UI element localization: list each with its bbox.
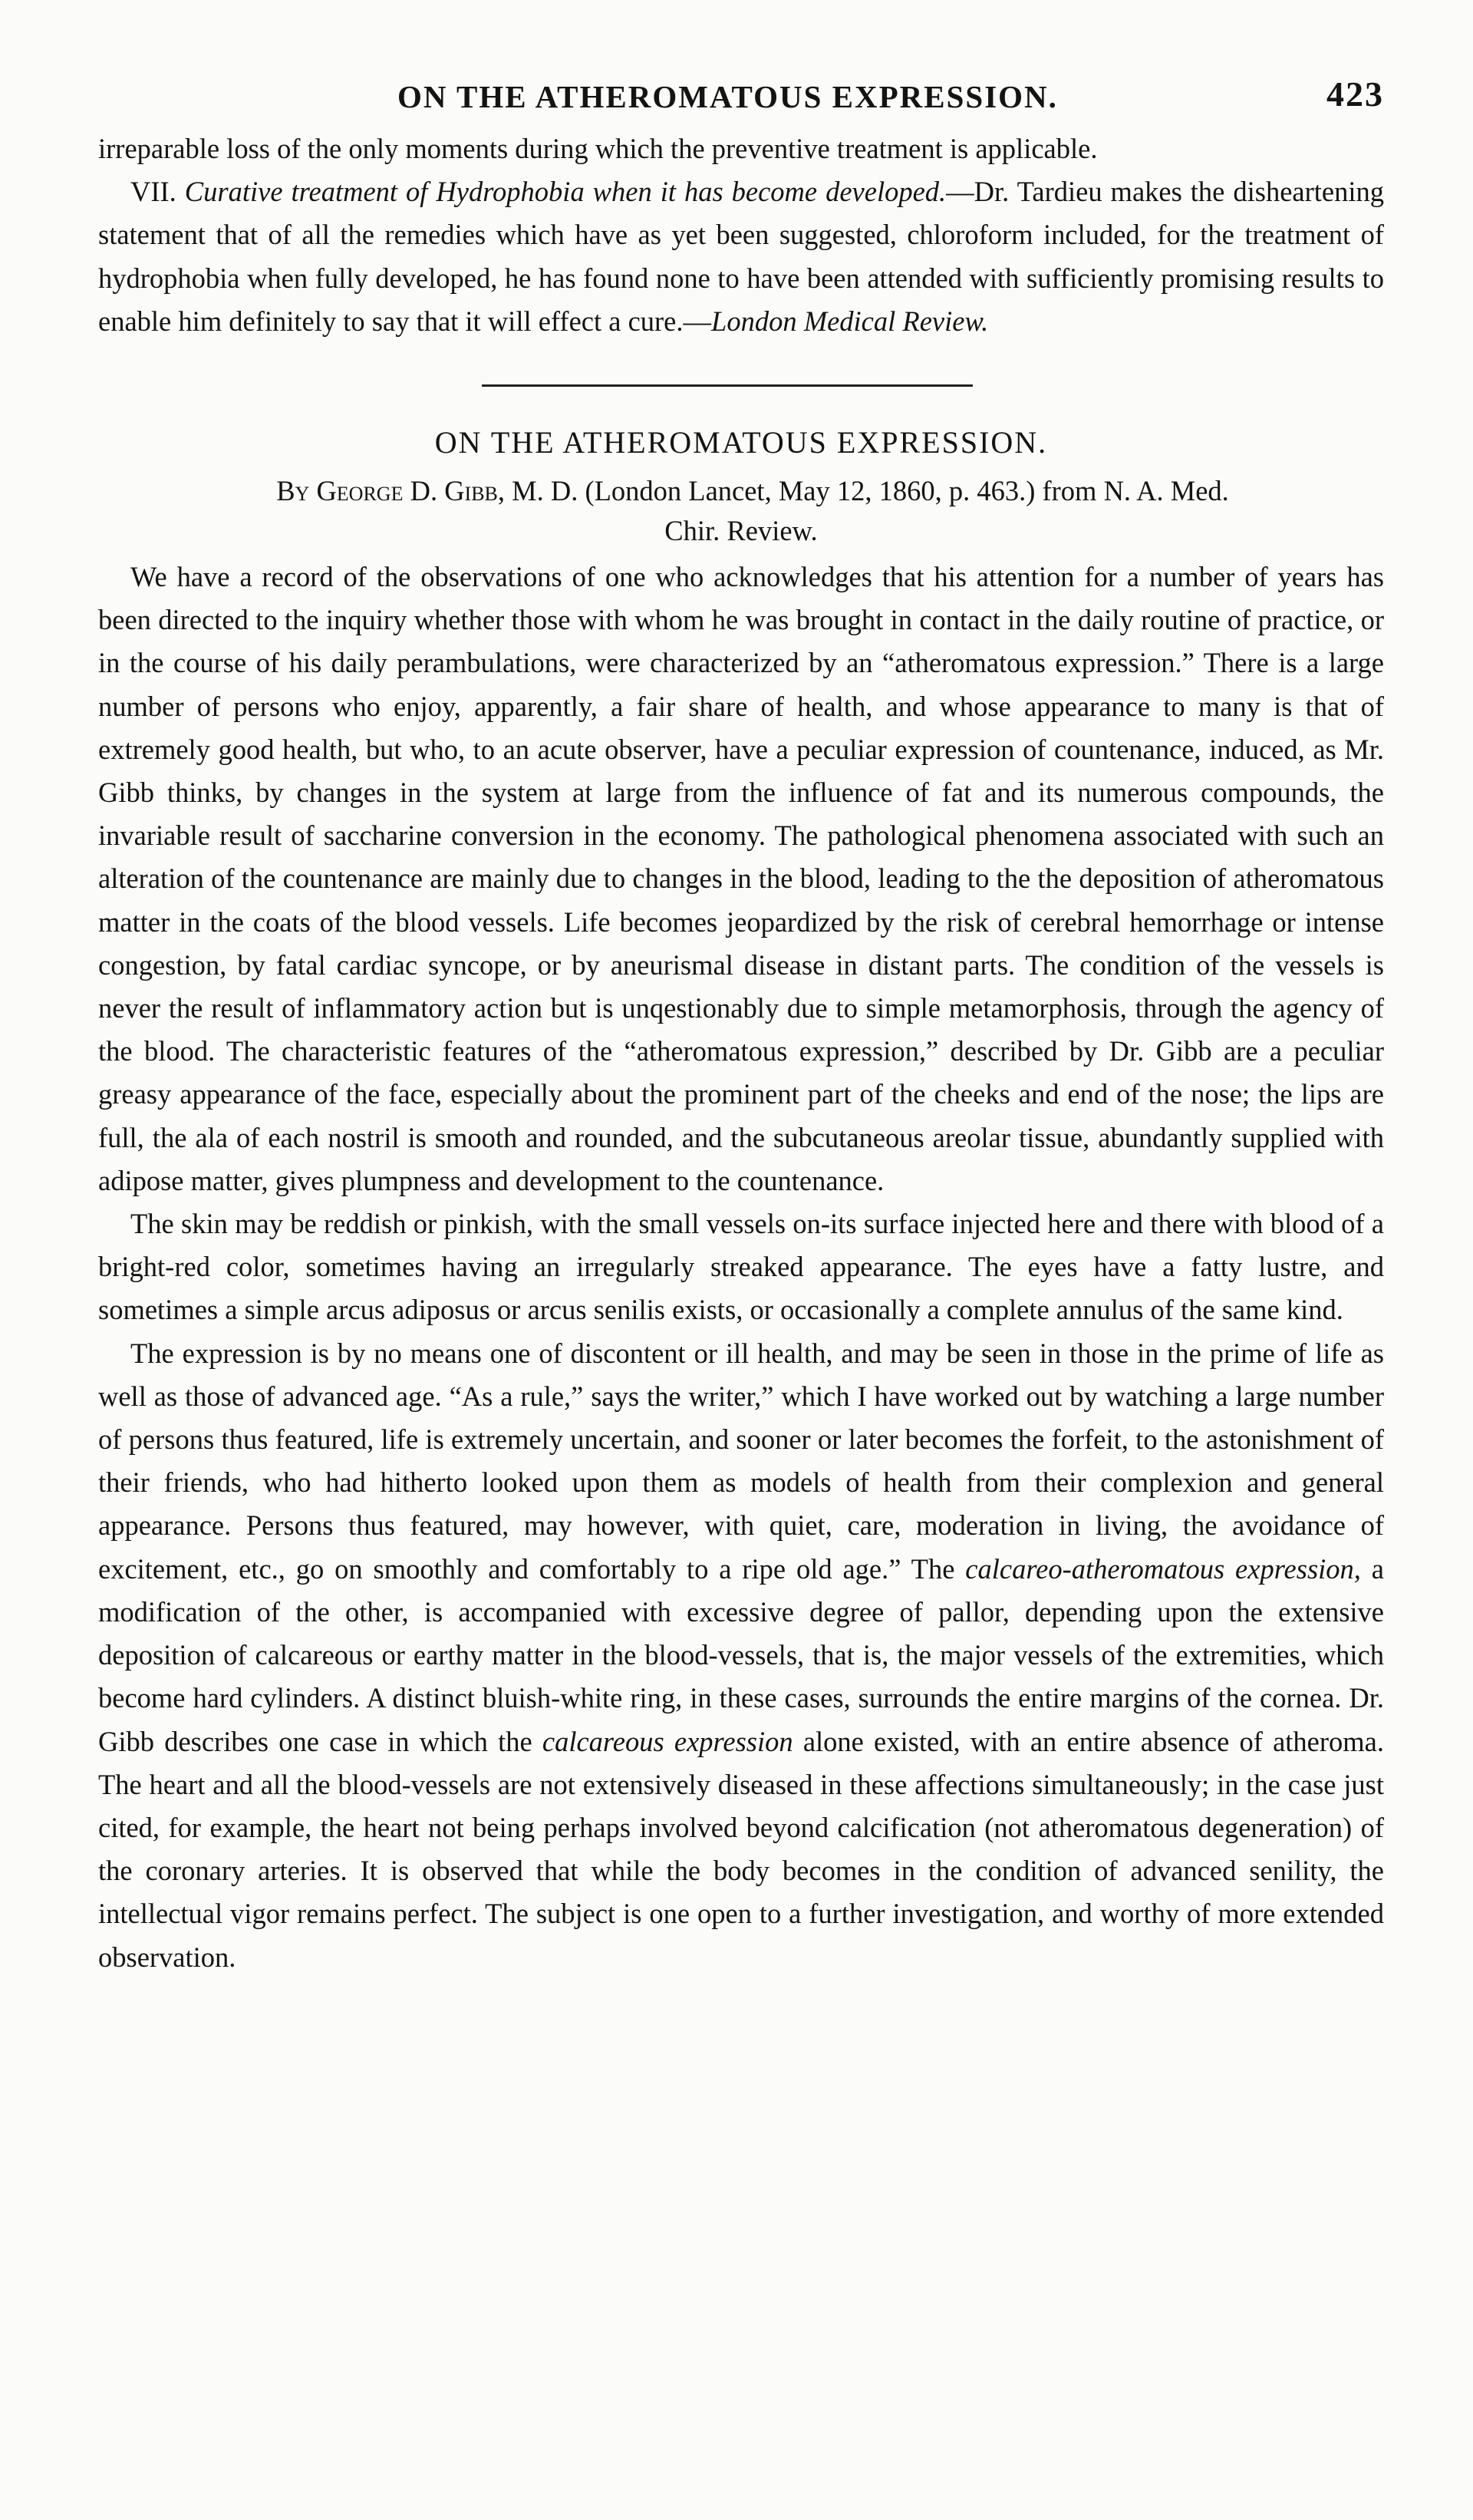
running-head-title: ON THE ATHEROMATOUS EXPRESSION. (397, 79, 1058, 114)
article-title: ON THE ATHEROMATOUS EXPRESSION. (434, 425, 1048, 460)
section-text: —Dr. Tardieu makes the disheartening statement that of all the remedies which have as yet been suggested, chloroform included, for the treatment of hydrophobia when fully developed, he has found none to have been attended with sufficiently promising results to enable him definitely to say that it will effect a cure.— (98, 176, 1384, 337)
author-name: George D. Gibb (316, 475, 498, 507)
previous-article-continuation: irreparable loss of the only moments during which the preventive treatment is applicable. (98, 133, 1098, 164)
running-head (98, 74, 1384, 127)
byline-prefix: By (276, 475, 310, 507)
article-paragraph-2: The skin may be reddish or pinkish, with the small vessels on-its surface injected here and there with blood of a bright-red color, sometimes having an irregularly streaked appearance. The eyes have a fatty lustre, and sometimes a simple arcus adiposus or arcus senilis exists, or occasionally a complete annulus of the same kind. (98, 1208, 1384, 1326)
calcareous-expression-term: calcareous expression (542, 1725, 793, 1757)
article-paragraph-1: We have a record of the observations of one who acknowledges that his attention for a number of years has been directed to the inquiry whether those with whom he was brought in contact in the daily routine of practice, or in the course of his daily perambulations, were characterized by an “atheromatous expression.” There is a large number of persons who enjoy, apparently, a fair share of health, and whose appearance to many is that of extremely good health, but who, to an acute observer, have a peculiar expression of countenance, induced, as Mr. Gibb thinks, by changes in the system at large from the influence of fat and its numerous compounds, the invariable result of saccharine conversion in the economy. The pathological phenomena associated with such an alteration of the countenance are mainly due to changes in the blood, leading to the the deposition of atheromatous matter in the coats of the blood vessels. Life becomes jeopardized by the risk of cerebral hemorrhage or intense congestion, by fatal cardiac syncope, or by aneurismal disease in distant parts. The condition of the vessels is never the result of inflammatory action but is unqestionably due to simple metamorphosis, through the agency of the blood. The characteristic features of the “atheromatous expression,” described by Dr. Gibb are a peculiar greasy appearance of the face, especially about the prominent part of the cheeks and end of the nose; the lips are full, the ala of each nostril is smooth and rounded, and the subcutaneous areolar tissue, abundantly supplied with adipose matter, gives plumpness and development to the countenance. (98, 561, 1384, 1196)
paragraph-3-part-a: The expression is by no means one of discontent or ill health, and may be seen in those in the prime of life as well as those of advanced age. “As a rule,” says the writer,” which I have worked out by watching a large number of persons thus featured, life is extremely uncertain, and sooner or later becomes the forfeit, to the astonishment of their friends, who had hitherto looked upon them as models of health from their complexion and general appearance. Persons thus featured, may however, with quiet, care, moderation in living, the avoidance of excitement, etc., go on smoothly and comfortably to a ripe old age.” The (98, 1337, 1384, 1585)
article-paragraph-3 (98, 1332, 1384, 1979)
section-heading: Curative treatment of Hydrophobia when it has become developed. (184, 176, 947, 208)
book-page (98, 74, 1384, 1979)
section-vii-paragraph (98, 170, 1384, 343)
byline-source: , M. D. (London Lancet, May 12, 1860, p. 463.) from N. A. Med. (497, 475, 1229, 507)
byline-continuation: Chir. Review. (664, 515, 818, 547)
section-numeral: VII. (130, 176, 176, 208)
source-citation: London Medical Review. (711, 305, 989, 337)
paragraph-3-part-c: alone existed, with an entire absence of atheroma. The heart and all the blood-vessels are not extensively diseased in these affections simultaneously; in the case just cited, for example, the heart not being perhaps involved beyond calcification (not atheromatous degeneration) of the coronary arteries. It is observed that while the body becomes in the condition of advanced senility, the intellectual vigor remains perfect. The subject is one open to a further investigation, and worthy of more extended observation. (98, 1725, 1384, 1973)
calcareo-atheromatous-term: calcareo-atheromatous expression, (965, 1552, 1361, 1585)
byline (98, 471, 1384, 511)
paragraph-3-part-b: a modification of the other, is accompanied with excessive degree of pallor, depending upon the extensive deposition of calcareous or earthy matter in the blood-vessels, that is, the major vessels of the extremities, which become hard cylinders. A distinct bluish-white ring, in these cases, surrounds the entire margins of the cornea. Dr. Gibb describes one case in which the (98, 1552, 1384, 1757)
page-number: 423 (1326, 74, 1384, 114)
section-divider (482, 384, 973, 387)
